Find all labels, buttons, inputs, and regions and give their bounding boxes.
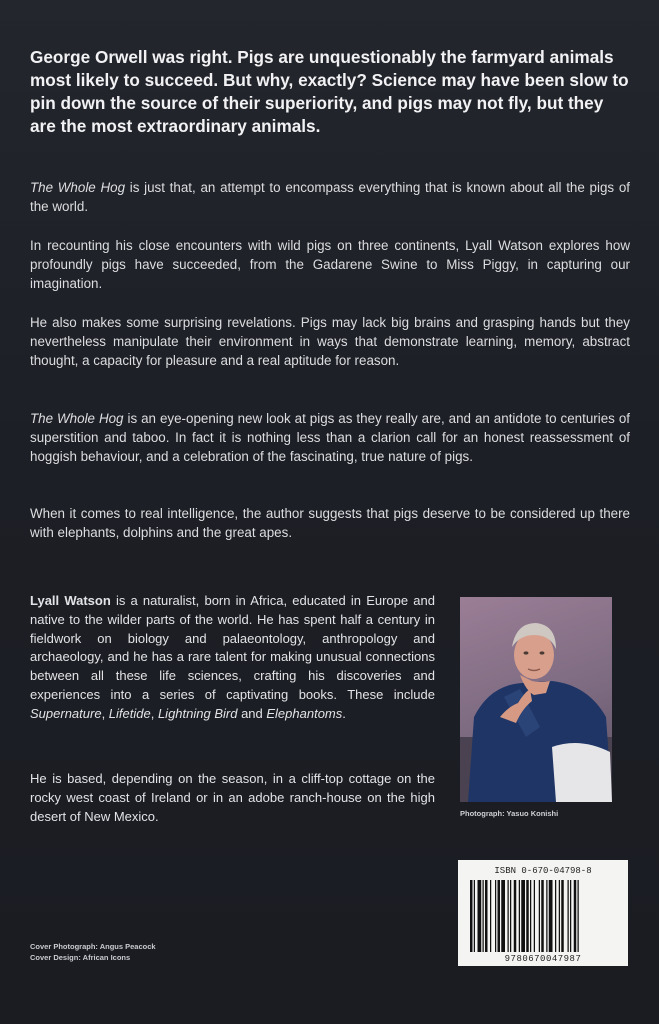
barcode-bar <box>541 880 544 952</box>
cover-photograph-credit: Cover Photograph: Angus Peacock <box>30 942 156 951</box>
lead-paragraph: George Orwell was right. Pigs are unquestionably the farmyard animals most likely to succeed. But why, exactly? Science may have been slow to pin down the source of their superiority, and pigs may not fly, but they are the most extraordinary animals. <box>30 47 629 136</box>
barcode-bar <box>483 880 484 952</box>
photo-credit: Photograph: Yasuo Konishi <box>460 809 559 818</box>
barcode-bar <box>526 880 529 952</box>
barcode-bar <box>495 880 496 952</box>
barcode-digits: 9780670047987 <box>504 954 582 964</box>
barcode-bar <box>568 880 569 952</box>
barcode-bar <box>570 880 571 952</box>
blurb-paragraph-1: The Whole Hog is just that, an attempt to encompass everything that is known about all the pigs of the world. <box>30 180 630 214</box>
author-name: Lyall Watson <box>30 593 111 608</box>
book-title-italic: The Whole Hog <box>30 180 126 195</box>
barcode-bar <box>474 880 475 952</box>
barcode-bar <box>561 880 564 952</box>
barcode-bar <box>514 880 517 952</box>
author-photo-illustration <box>460 597 612 802</box>
barcode-bar <box>498 880 501 952</box>
barcode-bar <box>534 880 535 952</box>
barcode-bar <box>539 880 540 952</box>
barcode-bar <box>521 880 525 952</box>
cover-design-credit: Cover Design: African Icons <box>30 953 131 962</box>
blurb-paragraph-3: He also makes some surprising revelations. Pigs may lack big brains and grasping hands but they nevertheless manipulate their environment in ways that demonstrate learning, memory, abstract thought, a capacity for pleasure and a real aptitude for reason. <box>30 315 630 368</box>
barcode-bar <box>510 880 511 952</box>
isbn-barcode-box <box>458 860 628 966</box>
barcode-bar <box>574 880 577 952</box>
barcode-bar <box>559 880 560 952</box>
barcode-bar <box>578 880 579 952</box>
barcode-bar <box>490 880 491 952</box>
isbn-number: ISBN 0-670-04798-8 <box>494 866 592 876</box>
book-title-italic: The Whole Hog <box>30 411 124 426</box>
blurb-paragraph-5: When it comes to real intelligence, the author suggests that pigs deserve to be considered up there with elephants, dolphins and the great apes. <box>30 506 630 540</box>
barcode-bar <box>549 880 553 952</box>
book-supernature: Supernature <box>30 705 102 721</box>
author-bio-paragraph-2: He is based, depending on the season, in a cliff-top cottage on the rocky west coast of Ireland or in an adobe ranch-house on the high desert of New Mexico. <box>30 771 435 824</box>
book-elephantoms: Elephantoms <box>266 705 343 721</box>
blurb-paragraph-4: The Whole Hog is an eye-opening new look at pigs as they really are, and an antidote to centuries of superstition and taboo. In fact it is nothing less than a clarion call for an honest reassessment of hoggish behaviour, and a celebration of the fascinating, true nature of pigs. <box>30 411 630 464</box>
blurb-paragraph-2: In recounting his close encounters with wild pigs on three continents, Lyall Watson explores how profoundly pigs have succeeded, from the Gadarene Swine to Miss Piggy, in capturing our imagination. <box>30 238 630 291</box>
book-lifetide: Lifetide <box>108 705 151 721</box>
book-lightning-bird: Lightning Bird <box>157 705 238 721</box>
barcode-bar <box>519 880 520 952</box>
barcode-bar <box>470 880 473 952</box>
barcode-bar <box>478 880 482 952</box>
barcode-bar <box>508 880 509 952</box>
barcode-bar <box>555 880 556 952</box>
author-photo <box>460 597 612 802</box>
barcode-bar <box>485 880 488 952</box>
barcode-bar <box>546 880 547 952</box>
barcode <box>470 880 616 952</box>
barcode-bar <box>530 880 531 952</box>
author-bio-paragraph-1: Lyall Watson is a naturalist, born in Africa, educated in Europe and native to the wilder parts of the world. He has spent half a century in fieldwork on biology and palaeontology, anthropology and archaeology, and he has a rare talent for making unusual connections between all these life sciences, crafting his discoveries and experiences into a series of captivating books. These include Supernature, Lifetide, Lightning Bird and Elephantoms. <box>30 593 435 721</box>
barcode-bar <box>501 880 505 952</box>
